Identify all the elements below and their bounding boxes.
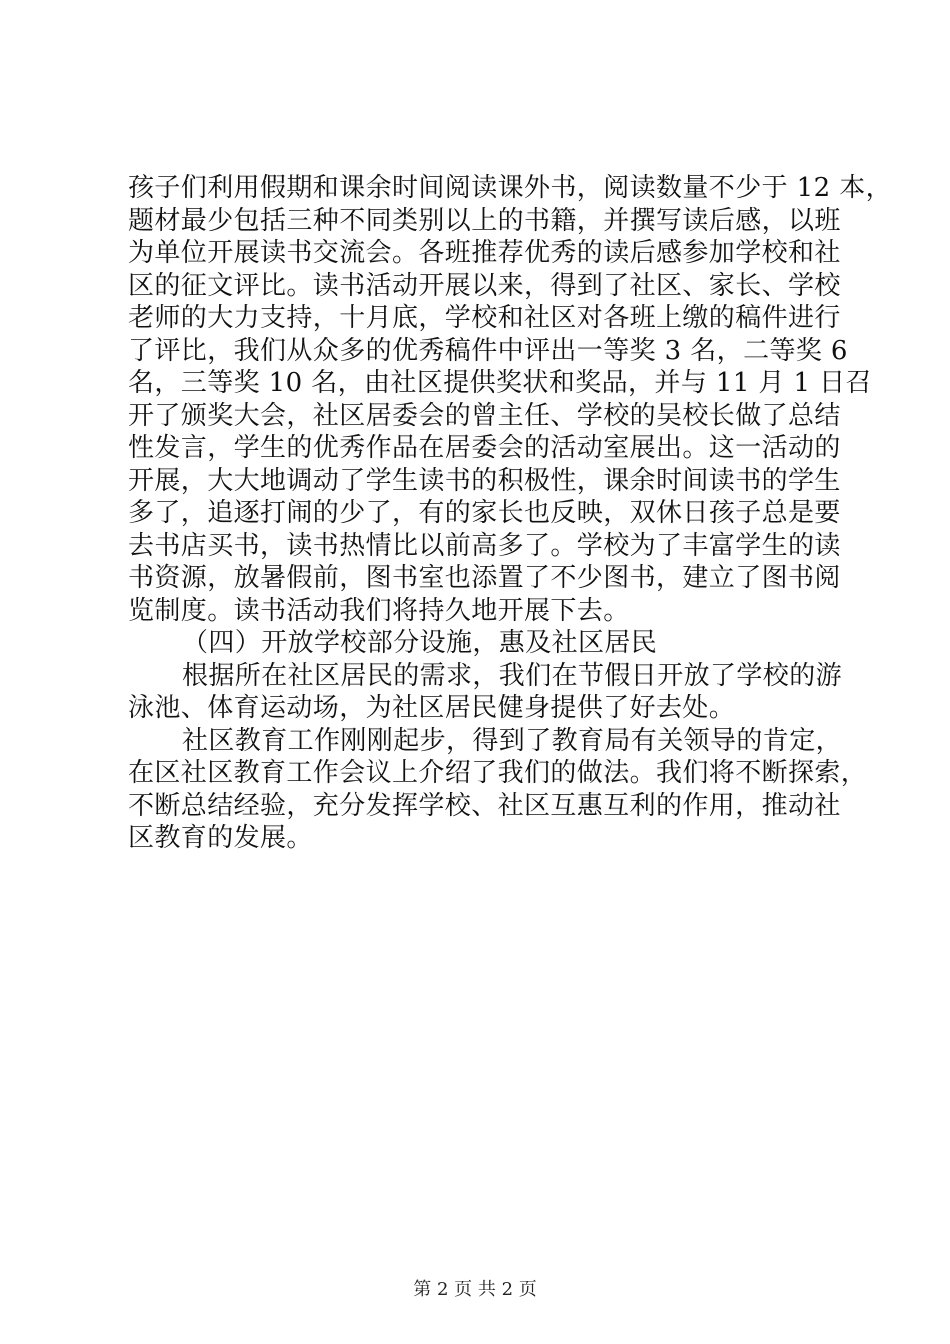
text-line: 在区社区教育工作会议上介绍了我们的做法。我们将不断探索，: [128, 758, 868, 788]
text-line: 开了颁奖大会，社区居委会的曾主任、学校的吴校长做了总结: [128, 400, 841, 431]
text-line: 名，三等奖 10 名，由社区提供奖状和奖品，并与 11 月 1 日召: [128, 368, 872, 398]
text-line: 览制度。读书活动我们将持久地开展下去。: [128, 595, 630, 626]
text-line: 社区教育工作刚刚起步，得到了教育局有关领导的肯定，: [182, 725, 843, 756]
text-line: 性发言，学生的优秀作品在居委会的活动室展出。这一活动的: [128, 433, 841, 463]
text-line: 根据所在社区居民的需求，我们在节假日开放了学校的游: [182, 660, 843, 691]
text-line: 区教育的发展。: [128, 823, 313, 853]
text-line: 为单位开展读书交流会。各班推荐优秀的读后感参加学校和社: [128, 238, 841, 268]
text-line: 了评比，我们从众多的优秀稿件中评出一等奖 3 名，二等奖 6: [128, 335, 848, 366]
text-line: 多了，追逐打闹的少了，有的家长也反映，双休日孩子总是要: [128, 498, 841, 528]
text-line: 老师的大力支持，十月底，学校和社区对各班上缴的稿件进行: [128, 303, 841, 333]
document-body: [128, 172, 893, 855]
text-line: 泳池、体育运动场，为社区居民健身提供了好去处。: [128, 693, 736, 723]
text-line: 不断总结经验，充分发挥学校、社区互惠互利的作用，推动社: [128, 790, 841, 821]
section-heading: （四）开放学校部分设施，惠及社区居民: [182, 628, 658, 658]
text-line: 书资源，放暑假前，图书室也添置了不少图书，建立了图书阅: [128, 563, 841, 593]
text-line: 孩子们利用假期和课余时间阅读课外书，阅读数量不少于 12 本，: [128, 173, 893, 203]
text-line: 开展，大大地调动了学生读书的积极性，课余时间读书的学生: [128, 465, 841, 496]
text-line: 区的征文评比。读书活动开展以来，得到了社区、家长、学校: [128, 270, 841, 301]
text-line: 题材最少包括三种不同类别以上的书籍，并撰写读后感，以班: [128, 205, 841, 236]
page-number-footer: 第 2 页 共 2 页: [413, 1279, 537, 1300]
text-line: 去书店买书，读书热情比以前高多了。学校为了丰富学生的读: [128, 530, 841, 561]
